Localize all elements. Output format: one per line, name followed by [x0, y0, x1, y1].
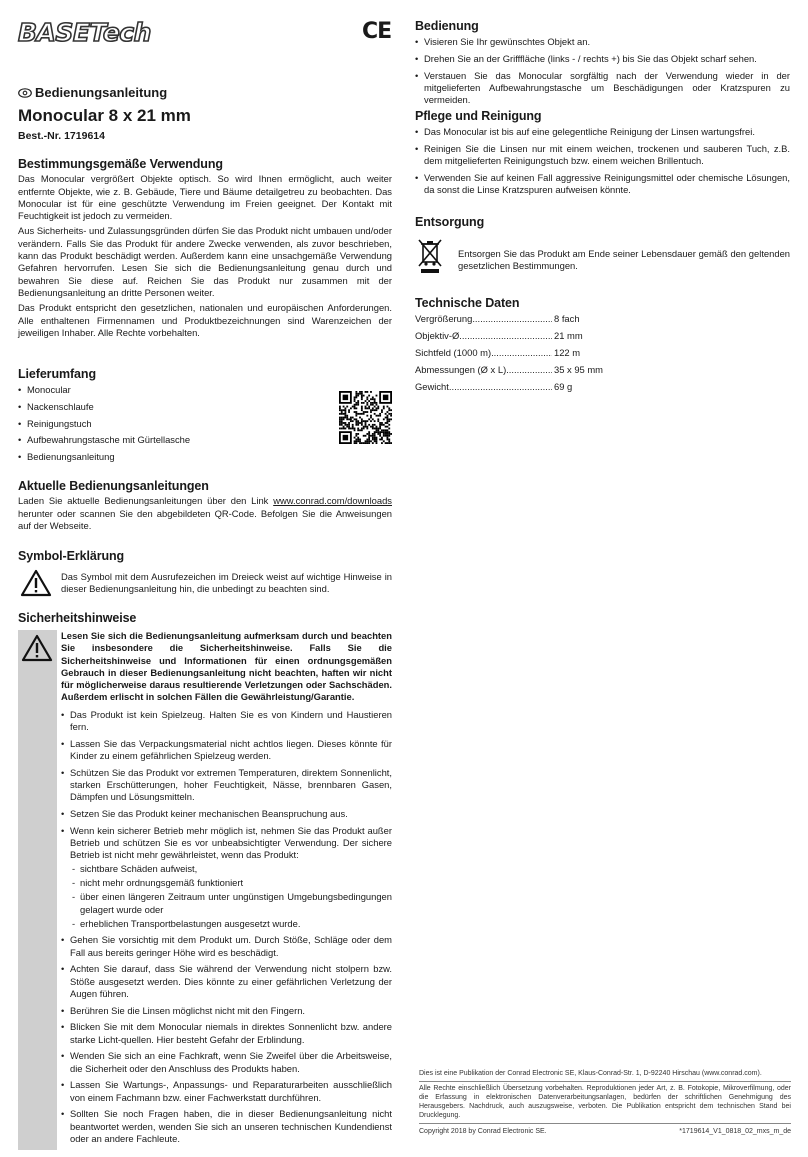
disposal-text: Entsorgen Sie das Produkt am Ende seiner Lebensdauer gemäß den geltenden gesetzlichen Bestimmungen.	[458, 248, 790, 272]
safety-item: • Berühren Sie die Linsen möglichst nicht mit den Fingern.	[61, 1005, 392, 1017]
warning-triangle-icon	[21, 634, 53, 662]
brand-logo	[18, 18, 151, 48]
safety-sub-item: - erheblichen Transportbelastungen ausgesetzt wurde.	[70, 918, 392, 930]
current-manuals-text-before: Laden Sie aktuelle Bedienungsanleitungen über den Link	[18, 495, 274, 507]
tech-table	[415, 313, 790, 398]
current-manuals-text-after: herunter oder scannen Sie den abgebildeten QR-Code. Befolgen Sie die Anweisungen auf der Webseite.	[18, 507, 392, 531]
tech-value: 8 fach	[554, 313, 580, 325]
intended-use-paragraph: Das Monocular vergrößert Objekte optisch. So wird Ihnen ermöglicht, auch weiter entfernte Objekte, wie z. B. Gebäude, Tiere und Bäume detailgetreu zu beobachten. Das Monocular ist für eine geschützte Verwendung im Freien geeignet. Der Kontakt mit Feuchtigkeit ist jedoch zu vermeiden.	[18, 173, 392, 222]
safety-item: • Sollten Sie noch Fragen haben, die in dieser Bedienungsanleitung nicht beantwortet werden, wenden Sie sich an unseren technischen Kundendienst oder an andere Fachleute.	[61, 1108, 392, 1145]
scope-heading: Lieferumfang	[18, 367, 96, 381]
current-manuals-text	[18, 495, 392, 532]
safety-intro: Lesen Sie sich die Bedienungsanleitung aufmerksam durch und beachten Sie insbesondere die Sicherheitshinweise. Falls Sie die Sicherheitshinweise und Informationen für einen ordnungsgemäßen Gebrauch in dieser Bedienungsanleitung nicht beachten, haften wir nicht für möglicherweise daraus resultierende Verletzungen oder Sachschäden. Außerdem erlischt in solchen Fällen die Gewährleistung/Garantie.	[61, 630, 392, 703]
qr-code[interactable]	[339, 391, 392, 444]
warning-sidebar	[18, 630, 57, 1150]
intended-use-heading: Bestimmungsgemäße Verwendung	[18, 157, 223, 171]
footer	[419, 1067, 791, 1136]
section-symbols	[18, 549, 392, 595]
safety-item: • Schützen Sie das Produkt vor extremen Temperaturen, direktem Sonnenlicht, starken Erschütterungen, hoher Feuchtigkeit, Nässe, brennbaren Gasen, Dämpfen und Lösungsmitteln.	[61, 767, 392, 804]
tech-label: Vergrößerung .....	[415, 313, 552, 330]
footer-rights: Alle Rechte einschließlich Übersetzung vorbehalten. Reproduktionen jeder Art, z. B. Fotokopie, Mikroverfilmung, oder die Erfassung in elektronischen Datenverarbeitungsanlagen, bedürfen der schriftlichen Genehmigung des Herausgebers. Nachdruck, auch auszugsweise, verboten. Die Publikation entspricht dem technischen Stand bei Drucklegung.	[419, 1082, 791, 1124]
intended-use-paragraph: Aus Sicherheits- und Zulassungsgründen dürfen Sie das Produkt nicht umbauen und/oder verändern. Falls Sie das Produkt für andere Zwecke verwenden, als zuvor beschrieben, kann das Produkt beschädigt werden. Außerdem kann eine unsachgemäße Verwendung Gefahren hervorrufen. Lesen Sie sich die Bedienungsanleitung genau durch und bewahren Sie diese auf. Reichen Sie das Produkt nur zusammen mit der Bedienungsanleitung an dritte Personen weiter.	[18, 225, 392, 298]
safety-sub-item: - nicht mehr ordnungsgemäß funktioniert	[70, 877, 392, 889]
footer-copyright: Copyright 2018 by Conrad Electronic SE.	[419, 1128, 547, 1135]
tech-value: 122 m	[554, 347, 581, 359]
section-operation	[415, 20, 790, 111]
symbols-heading: Symbol-Erklärung	[18, 549, 125, 563]
safety-item: • Das Produkt ist kein Spielzeug. Halten Sie es von Kindern und Haustieren fern.	[61, 709, 392, 734]
footer-code: *1719614_V1_0818_02_mxs_m_de	[679, 1128, 791, 1135]
eye-icon	[18, 88, 32, 98]
brand-name: BASETech	[18, 18, 151, 47]
safety-item: • Achten Sie darauf, dass Sie während der Verwendung nicht stolpern bzw. Stöße ausgesetzt werden. Dies könnte zu einer gefährlichen Verletzung der Augen führen.	[61, 963, 392, 1000]
downloads-link[interactable]: www.conrad.com/downloads	[273, 495, 392, 507]
safety-item: • Setzen Sie das Produkt keiner mechanischen Beanspruchung aus.	[61, 808, 392, 820]
operation-item: • Visieren Sie Ihr gewünschtes Objekt an.	[415, 36, 790, 48]
tech-row	[415, 330, 790, 347]
tech-value: 35 x 95 mm	[554, 364, 603, 376]
current-manuals-heading: Aktuelle Bedienungsanleitungen	[18, 479, 209, 493]
item-number: Best.-Nr. 1719614	[18, 130, 105, 142]
safety-sub-item: - über einen längeren Zeitraum unter ungünstigen Umgebungsbedingungen gelagert wurde oder	[70, 891, 392, 916]
tech-row	[415, 313, 790, 330]
tech-label: Abmessungen (Ø x L) .....	[415, 364, 552, 381]
safety-item: • Lassen Sie das Verpackungsmaterial nicht achtlos liegen. Dieses könnte für Kinder zu einem gefährlichen Spielzeug werden.	[61, 738, 392, 763]
footer-bottom	[419, 1124, 791, 1136]
product-title: Monocular 8 x 21 mm	[18, 106, 191, 125]
tech-value: 69 g	[554, 381, 573, 393]
scope-item: • Aufbewahrungstasche mit Gürtellasche	[18, 434, 392, 446]
scope-item: • Monocular	[18, 384, 392, 396]
warning-triangle-icon	[20, 569, 52, 597]
section-current-manuals	[18, 480, 392, 535]
tech-row	[415, 381, 790, 398]
tech-row	[415, 347, 790, 364]
tech-label: Sichtfeld (1000 m) .....	[415, 347, 552, 364]
section-intended-use	[18, 158, 392, 342]
care-item: • Das Monocular ist bis auf eine gelegentliche Reinigung der Linsen wartungsfrei.	[415, 126, 790, 138]
care-heading: Pflege und Reinigung	[415, 109, 542, 123]
footer-publisher: Dies ist eine Publikation der Conrad Electronic SE, Klaus-Conrad-Str. 1, D-92240 Hirschau (www.conrad.com).	[419, 1067, 791, 1082]
ce-mark: CE	[362, 19, 392, 44]
safety-item: • Lassen Sie Wartungs-, Anpassungs- und Reparaturarbeiten ausschließlich von einem Fachmann bzw. einer Fachwerkstatt durchführen.	[61, 1079, 392, 1104]
title-block	[18, 84, 392, 142]
tech-value: 21 mm	[554, 330, 583, 342]
operation-item: • Verstauen Sie das Monocular sorgfältig nach der Verwendung wieder in der mitgelieferten Aufbewahrungstasche um Beschädigungen oder Kratzspuren zu vermeiden.	[415, 70, 790, 107]
section-disposal	[415, 215, 790, 272]
disposal-heading: Entsorgung	[415, 215, 485, 229]
section-safety	[18, 611, 392, 1144]
section-tech	[415, 297, 790, 398]
safety-sub-item: - sichtbare Schäden aufweist,	[70, 863, 392, 875]
care-item: • Reinigen Sie die Linsen nur mit einem weichen, trockenen und sauberen Tuch, z.B. dem mitgelieferten Reinigungstuch bzw. einem weichen Brillentuch.	[415, 143, 790, 168]
safety-item: • Gehen Sie vorsichtig mit dem Produkt um. Durch Stöße, Schläge oder dem Fall aus bereits geringer Höhe wird es beschädigt.	[61, 934, 392, 959]
safety-item: • Blicken Sie mit dem Monocular niemals in direktes Sonnenlicht bzw. andere starke Licht-quellen. Hier besteht Gefahr der Erblindung.	[61, 1021, 392, 1046]
scope-item: • Bedienungsanleitung	[18, 451, 392, 463]
intended-use-paragraph: Das Produkt entspricht den gesetzlichen, nationalen und europäischen Anforderungen. Alle enthaltenen Firmennamen und Produktbezeichnungen sind Warenzeichen der jeweiligen Inhaber. Alle Rechte vorbehalten.	[18, 302, 392, 338]
safety-item-with-conditions	[61, 825, 392, 930]
symbols-text: Das Symbol mit dem Ausrufezeichen im Dreieck weist auf wichtige Hinweise in dieser Bedienungsanleitung hin, die unbedingt zu beachten sind.	[61, 571, 392, 595]
tech-label: Objektiv-Ø .....	[415, 330, 552, 347]
safety-heading: Sicherheitshinweise	[18, 611, 137, 625]
operation-item: • Drehen Sie an der Grifffläche (links - / rechts +) bis Sie das Objekt scharf sehen.	[415, 53, 790, 65]
scope-item: • Nackenschlaufe	[18, 401, 392, 413]
tech-row	[415, 364, 790, 381]
section-care	[415, 110, 790, 201]
tech-label: Gewicht .....	[415, 381, 552, 398]
doc-type: Bedienungsanleitung	[35, 84, 168, 100]
safety-item-text: Wenn kein sicherer Betrieb mehr möglich ist, nehmen Sie das Produkt außer Betrieb und schützen Sie es vor unbeabsichtigter Verwendung. Der sichere Betrieb ist nicht mehr gewährleistet, wenn das Produkt:	[70, 824, 392, 861]
tech-heading: Technische Daten	[415, 296, 520, 310]
section-scope	[18, 368, 392, 468]
safety-item: • Wenden Sie sich an eine Fachkraft, wenn Sie Zweifel über die Arbeitsweise, die Sicherheit oder den Anschluss des Produkts haben.	[61, 1050, 392, 1075]
crossed-bin-icon	[417, 238, 443, 274]
operation-heading: Bedienung	[415, 19, 479, 33]
care-item: • Verwenden Sie auf keinen Fall aggressive Reinigungsmittel oder chemische Lösungen, da sonst die Linse Kratzspuren aufweisen könnte.	[415, 172, 790, 197]
scope-item: • Reinigungstuch	[18, 418, 392, 430]
